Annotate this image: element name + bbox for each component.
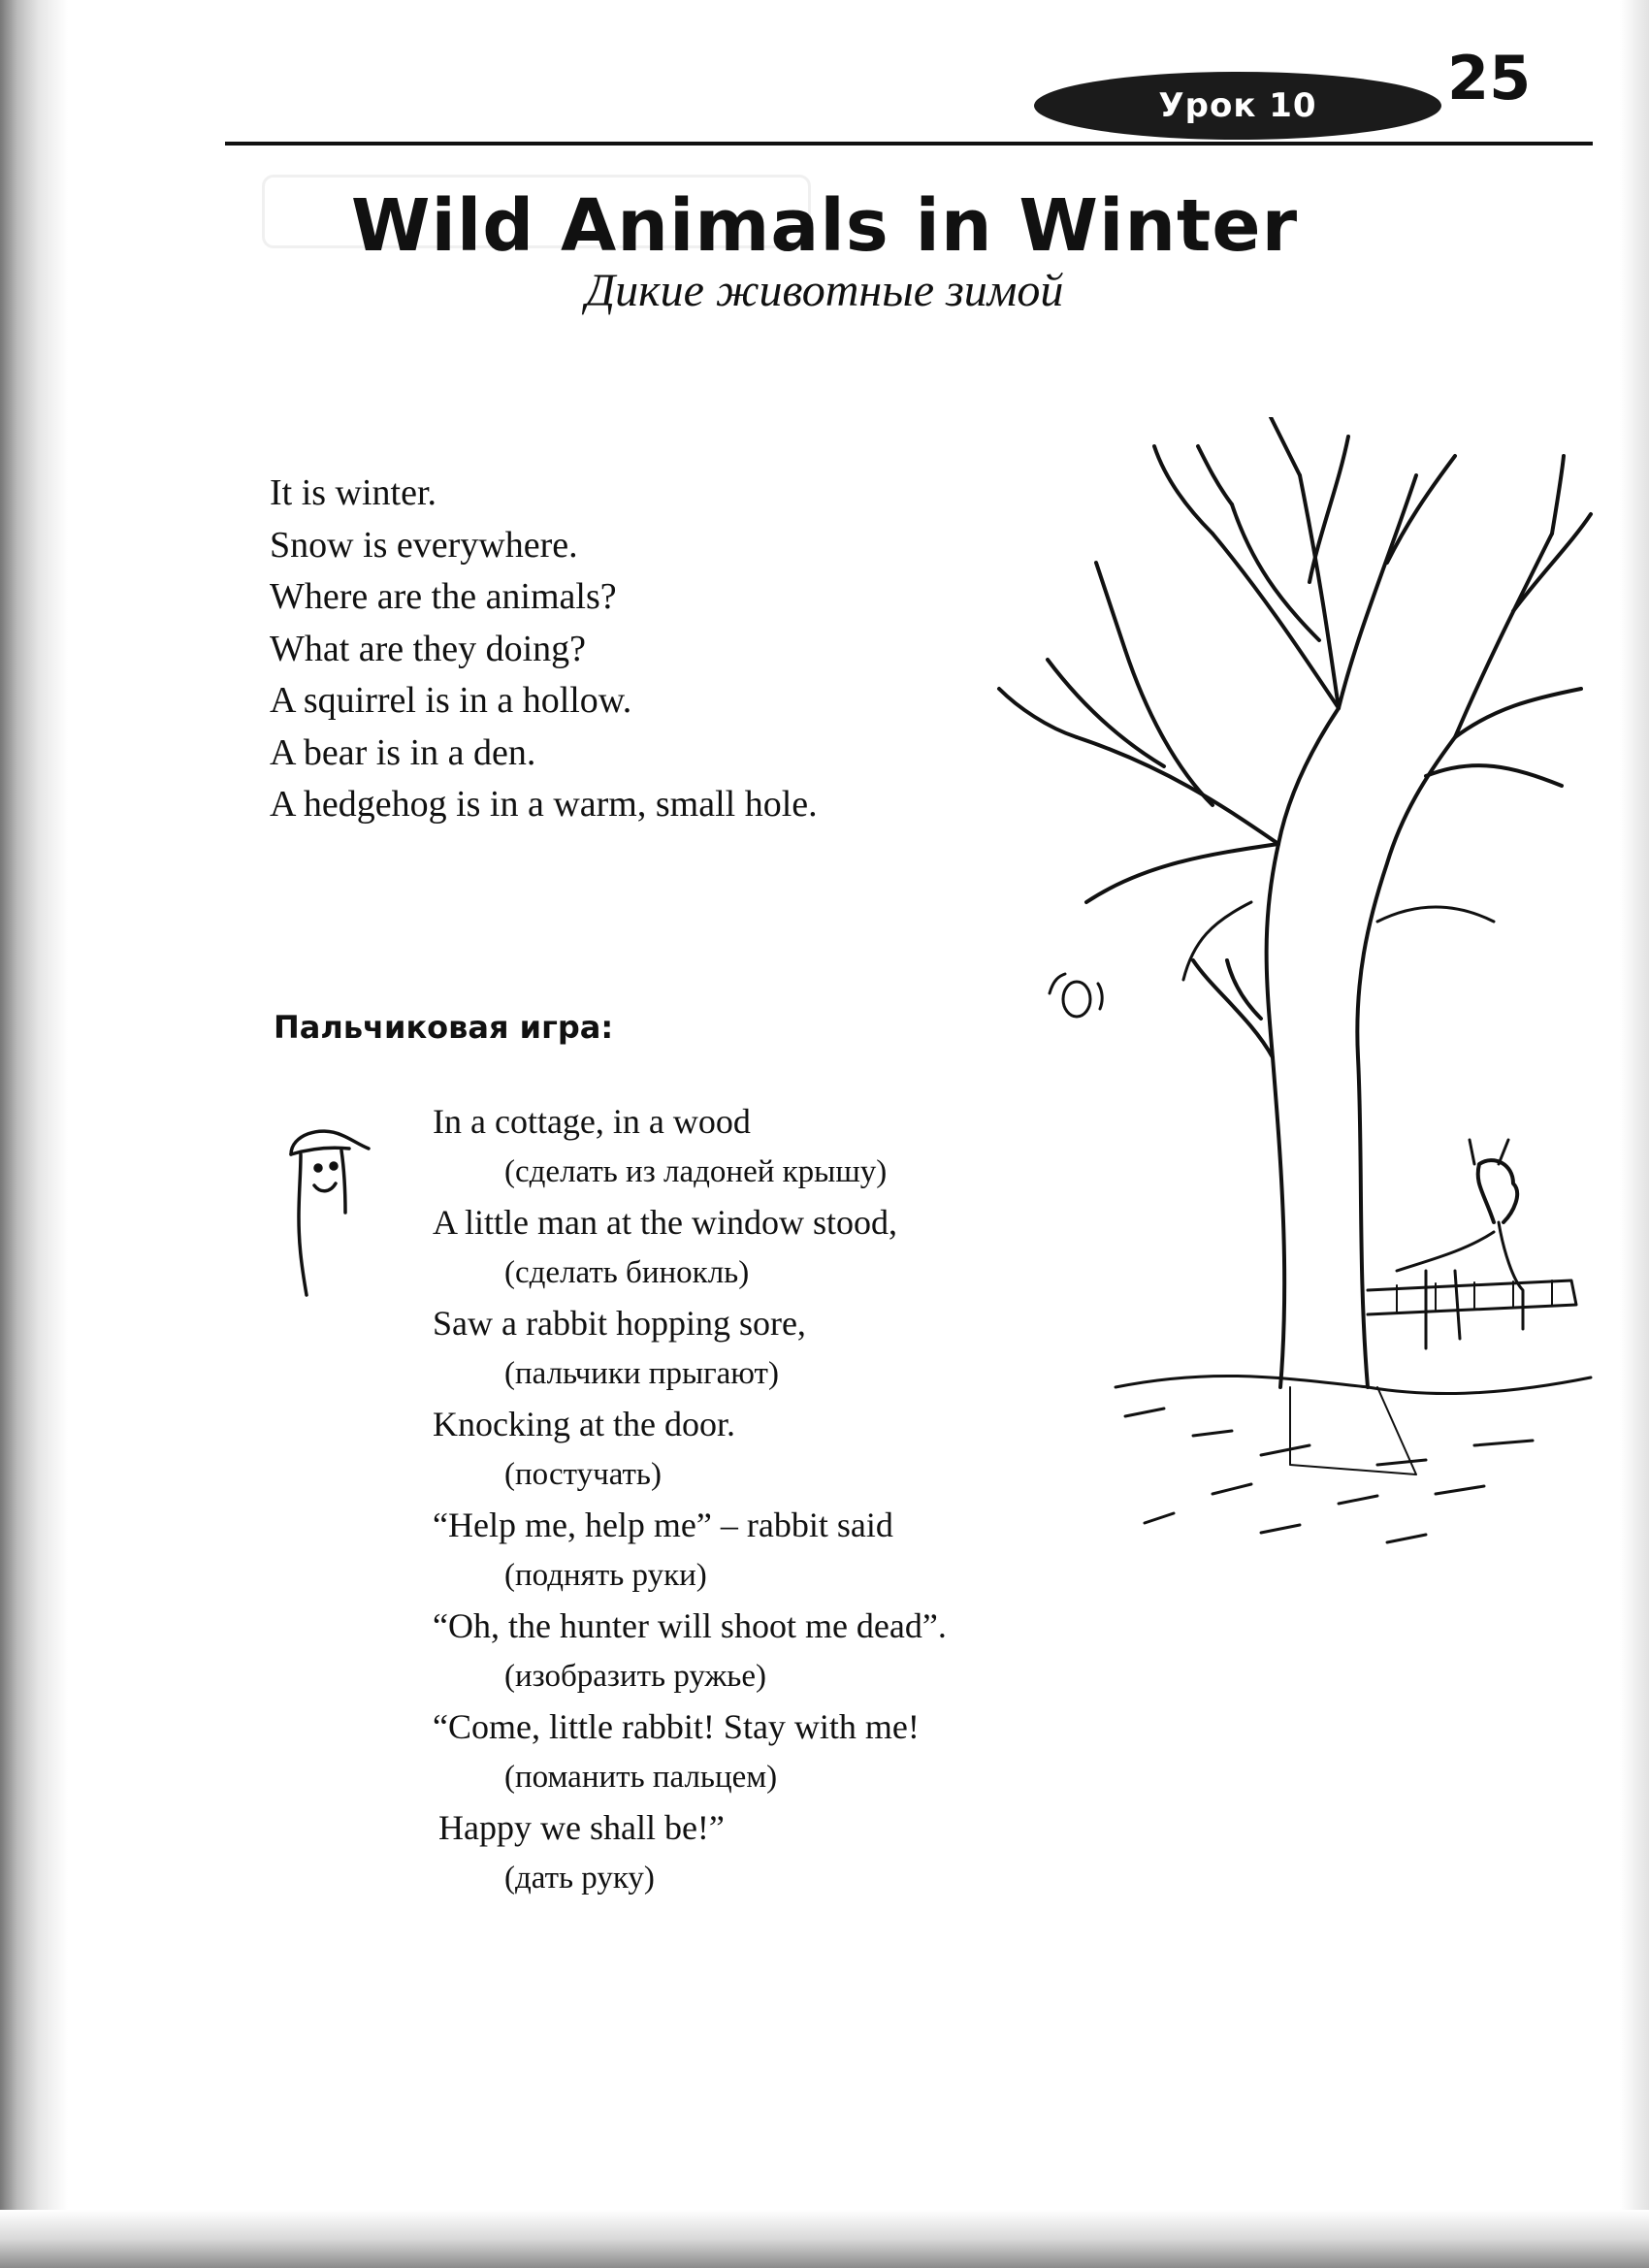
poem-line: A squirrel is in a hollow. (270, 680, 632, 721)
rhyme-verse: “Oh, the hunter will shoot me dead”. (433, 1606, 947, 1645)
lesson-badge (1034, 72, 1441, 140)
scan-bottom-edge (0, 2210, 1649, 2268)
poem-line: A bear is in a den. (270, 731, 536, 773)
rhyme-action: (поднять руки) (504, 1558, 707, 1593)
boy-in-cap-illustration (281, 1125, 378, 1300)
tree-illustration (970, 417, 1610, 1581)
rhyme-action: (постучать) (504, 1457, 662, 1492)
lesson-label: Урок 10 (1158, 86, 1317, 125)
rhyme-action: (поманить пальцем) (504, 1760, 778, 1795)
scan-right-edge (1620, 0, 1649, 2268)
rhyme-verse: A little man at the window stood, (433, 1203, 897, 1242)
rhyme-action: (изобразить ружье) (504, 1659, 766, 1694)
rhyme-verse: Knocking at the door. (433, 1405, 735, 1443)
rhyme-verse: Happy we shall be!” (438, 1808, 725, 1847)
rhyme-action: (пальчики прыгают) (504, 1356, 779, 1391)
poem-line: Snow is everywhere. (270, 524, 578, 566)
rhyme-action: (дать руку) (504, 1861, 655, 1895)
scan-left-edge (0, 0, 68, 2268)
poem-line: Where are the animals? (270, 576, 617, 617)
rhyme-verse: Saw a rabbit hopping sore, (433, 1304, 806, 1343)
poem-line: It is winter. (270, 472, 437, 513)
poem-line: A hedgehog is in a warm, small hole. (270, 784, 818, 825)
header-divider (225, 142, 1593, 146)
finger-game-heading: Пальчиковая игра: (274, 1009, 614, 1046)
winter-poem (270, 468, 818, 831)
page-title: Wild Animals in Winter (350, 184, 1299, 268)
finger-game-rhyme (433, 1096, 947, 1903)
poem-line: What are they doing? (270, 628, 587, 669)
rhyme-verse: “Come, little rabbit! Stay with me! (433, 1707, 920, 1746)
rhyme-verse: “Help me, help me” – rabbit said (433, 1506, 893, 1544)
page-number: 25 (1447, 43, 1532, 113)
page-subtitle: Дикие животные зимой (585, 265, 1064, 316)
rhyme-action: (сделать из ладоней крышу) (504, 1154, 888, 1189)
rhyme-verse: In a cottage, in a wood (433, 1102, 751, 1141)
rhyme-action: (сделать бинокль) (504, 1255, 750, 1290)
